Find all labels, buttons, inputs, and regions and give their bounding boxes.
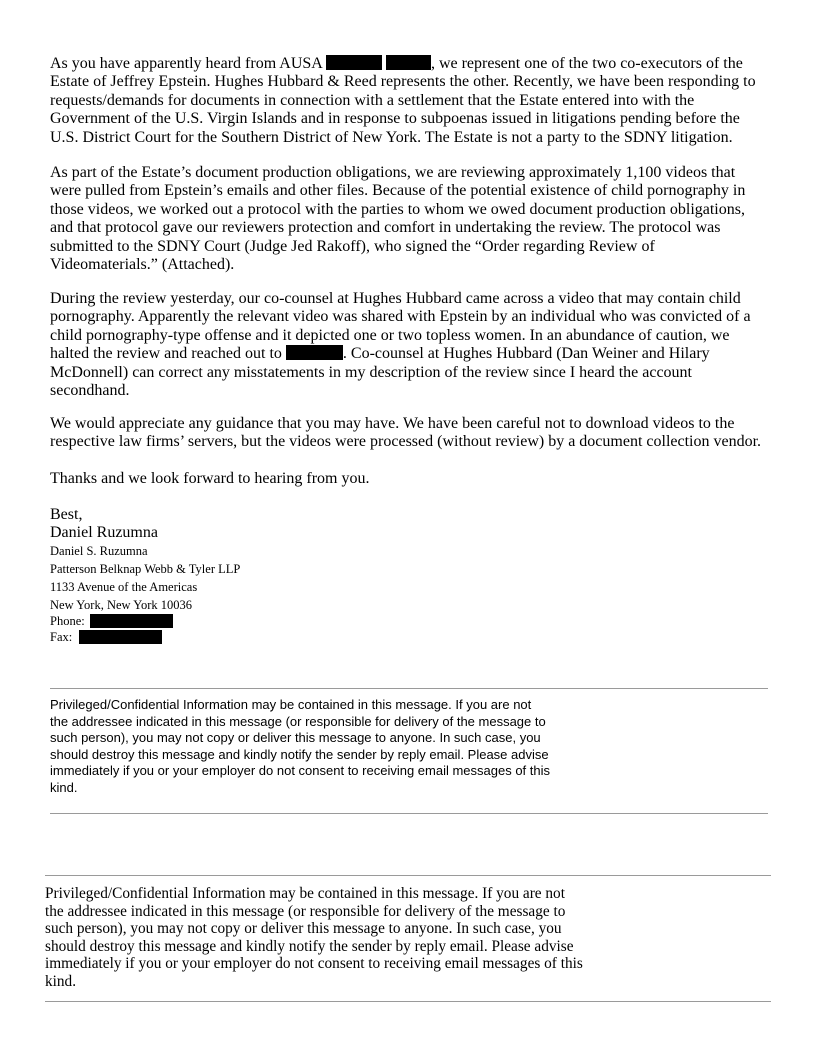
disclaimer-line: such person), you may not copy or deliver this message to anyone. In such case, you	[50, 730, 541, 746]
redaction-box	[326, 55, 382, 70]
paragraph-5	[50, 470, 790, 488]
paragraph-4-line-2: respective law firms’ servers, but the videos were processed (without review) by a document collection vendor.	[50, 433, 762, 451]
disclaimer-line: kind.	[45, 972, 77, 990]
signature-fax: Fax:	[50, 629, 240, 645]
paragraph-2-line-2: were pulled from Epstein’s emails and other files. Because of the potential existence of child pornography in	[50, 182, 746, 200]
signature-full-name: Daniel S. Ruzumna	[50, 544, 148, 558]
disclaimer-line: should destroy this message and kindly notify the sender by reply email. Please advise	[45, 937, 574, 955]
divider-line	[50, 813, 768, 814]
paragraph-2-line-1: As part of the Estate’s document production obligations, we are reviewing approximately 1,100 videos that	[50, 164, 736, 181]
paragraph-3	[50, 290, 790, 400]
paragraph-3-line-5: McDonnell) can correct any misstatements in my description of the review since I heard the account	[50, 363, 692, 381]
closing-thanks: Thanks and we look forward to hearing from you.	[50, 470, 370, 487]
signature-firm: Patterson Belknap Webb & Tyler LLP	[50, 562, 241, 576]
divider-line	[45, 875, 771, 876]
confidentiality-disclaimer	[50, 697, 610, 797]
paragraph-1-line-3: requests/demands for documents in connection with a settlement that the Estate entered into with the	[50, 91, 695, 109]
redaction-box	[386, 55, 431, 70]
divider-line	[45, 1001, 771, 1002]
paragraph-3-line-2: pornography. Apparently the relevant video was shared with Epstein by an individual who was convicted of a	[50, 308, 751, 326]
paragraph-3-line-3: child pornography-type offense and it depicted one or two topless women. In an abundance of caution, we	[50, 326, 730, 344]
paragraph-2	[50, 164, 790, 274]
disclaimer-line: immediately if you or your employer do not consent to receiving email messages of this	[50, 763, 551, 779]
signature-closing: Best,	[50, 506, 83, 523]
paragraph-2-line-3: those videos, we worked out a protocol with the parties to whom we owed document production obligations,	[50, 200, 745, 218]
disclaimer-line: Privileged/Confidential Information may be contained in this message. If you are not	[45, 885, 565, 902]
paragraph-2-line-4: and that protocol gave our reviewers protection and comfort in undertaking the review. The protocol was	[50, 219, 721, 237]
signature-phone: Phone:	[50, 614, 240, 629]
confidentiality-disclaimer-repeat	[45, 885, 645, 990]
signature-block	[50, 506, 240, 645]
paragraph-1-line-2: Estate of Jeffrey Epstein. Hughes Hubbard & Reed represents the other. Recently, we have been responding to	[50, 73, 756, 91]
redaction-box	[90, 614, 173, 628]
paragraph-4-line-1: We would appreciate any guidance that you may have. We have been careful not to download videos to the	[50, 415, 735, 432]
paragraph-1	[50, 55, 790, 147]
paragraph-3-line-6: secondhand.	[50, 382, 130, 400]
paragraph-4	[50, 415, 790, 452]
disclaimer-line: immediately if you or your employer do not consent to receiving email messages of this	[45, 955, 583, 972]
paragraph-2-line-6: Videomaterials.” (Attached).	[50, 256, 235, 274]
redaction-box	[286, 345, 343, 360]
paragraph-1-line-4: Government of the U.S. Virgin Islands and in response to subpoenas issued in litigations pending before the	[50, 110, 740, 128]
paragraph-1-line-5: U.S. District Court for the Southern District of New York. The Estate is not a party to the SDNY litigation.	[50, 128, 733, 146]
disclaimer-line: kind.	[50, 779, 78, 795]
disclaimer-line: the addressee indicated in this message (or responsible for delivery of the message to	[50, 713, 546, 729]
paragraph-3-line-4: halted the review and reached out to . Co-counsel at Hughes Hubbard (Dan Weiner and Hilary	[50, 345, 710, 363]
disclaimer-line: such person), you may not copy or deliver this message to anyone. In such case, you	[45, 920, 562, 937]
paragraph-1-line-1: As you have apparently heard from AUSA , we represent one of the two co-executors of the	[50, 55, 743, 72]
paragraph-2-line-5: submitted to the SDNY Court (Judge Jed Rakoff), who signed the “Order regarding Review of	[50, 237, 655, 255]
signature-address-1: 1133 Avenue of the Americas	[50, 580, 198, 594]
redaction-box	[79, 630, 162, 644]
signature-address-2: New York, New York 10036	[50, 598, 193, 612]
signature-name: Daniel Ruzumna	[50, 524, 158, 541]
disclaimer-line: the addressee indicated in this message (or responsible for delivery of the message to	[45, 902, 566, 920]
disclaimer-line: should destroy this message and kindly notify the sender by reply email. Please advise	[50, 746, 549, 762]
divider-line	[50, 688, 768, 689]
paragraph-3-line-1: During the review yesterday, our co-counsel at Hughes Hubbard came across a video that may contain child	[50, 290, 741, 307]
disclaimer-line: Privileged/Confidential Information may be contained in this message. If you are not	[50, 697, 532, 712]
